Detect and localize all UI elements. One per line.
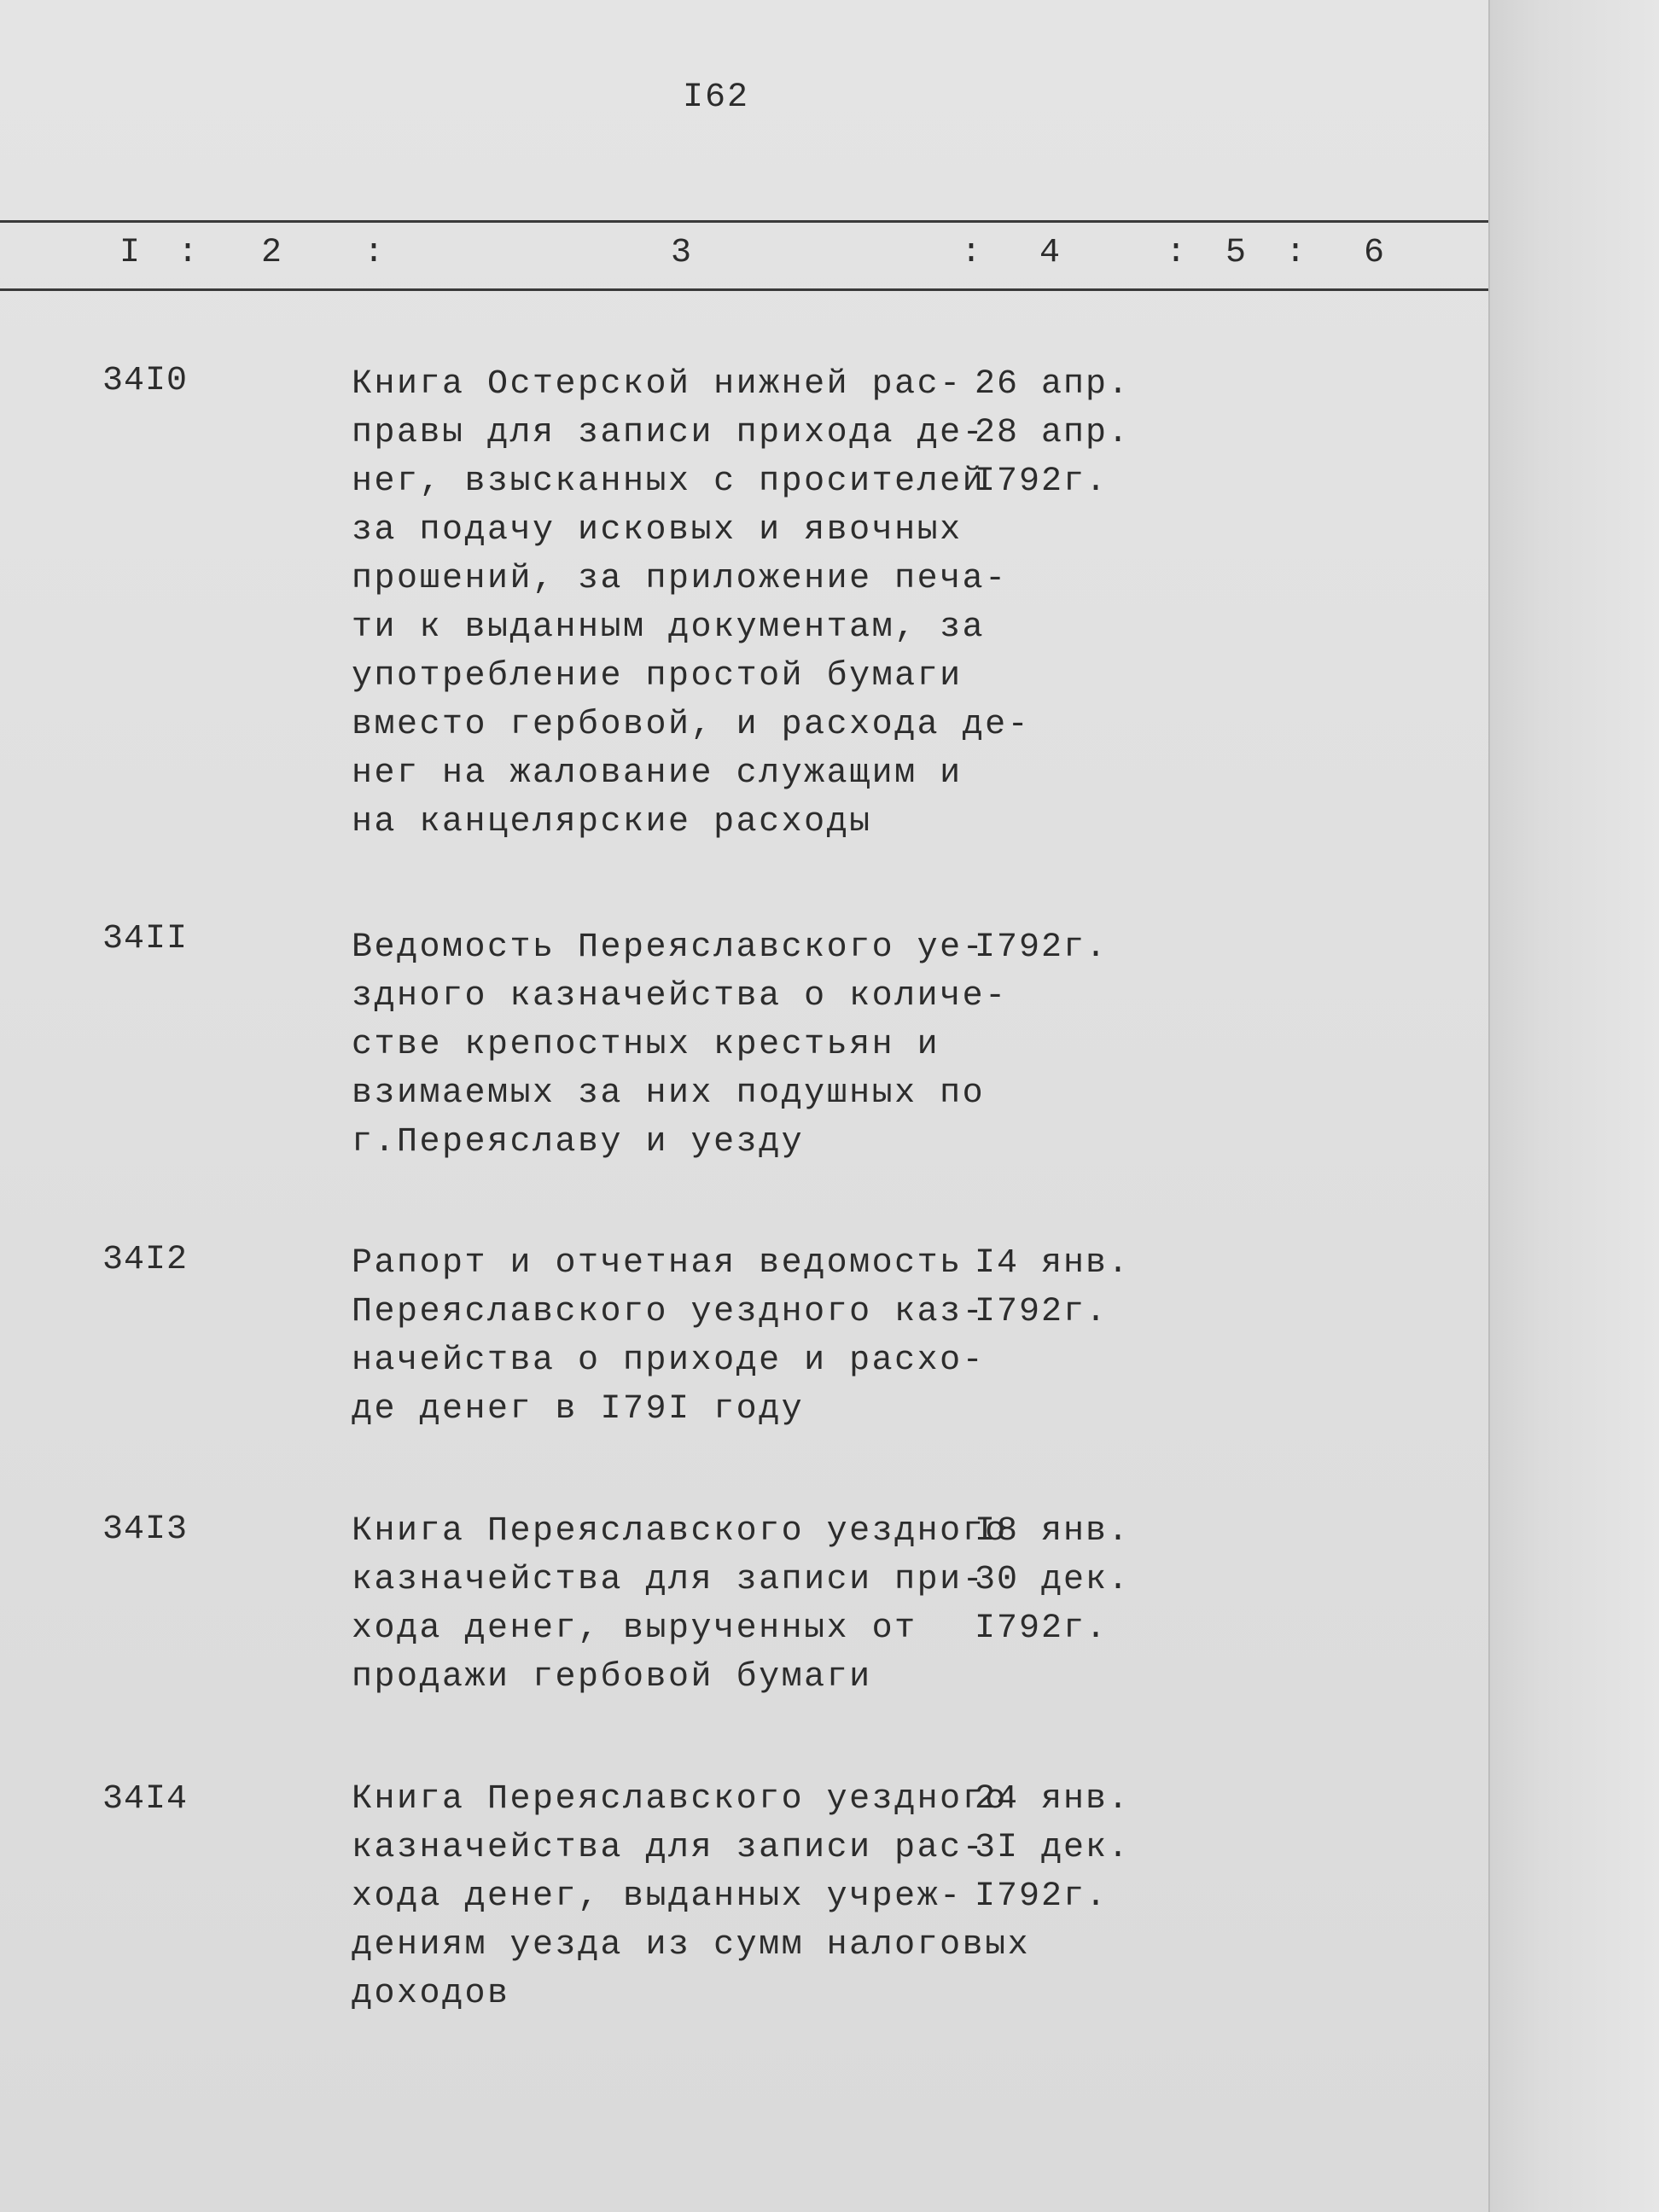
header-rule-top	[0, 220, 1488, 223]
date-line: 30 дек.	[975, 1561, 1131, 1599]
title-line: доходов	[352, 1975, 510, 2013]
date-line: I792г.	[975, 1610, 1109, 1648]
title-line: казначейства для записи рас-	[352, 1829, 986, 1867]
title-line: де денег в I79I году	[352, 1390, 805, 1429]
entry-title	[352, 360, 1031, 847]
column-header-1: I	[119, 234, 141, 272]
title-line: Ведомость Переяславского уе-	[352, 928, 986, 967]
title-line: Книга Переяславского уездного	[352, 1512, 1008, 1551]
title-line: стве крепостных крестьян и	[352, 1026, 940, 1064]
entry-number: 34I2	[102, 1241, 189, 1279]
column-header-2: 2	[261, 234, 282, 272]
title-line: взимаемых за них подушных по	[352, 1074, 986, 1113]
title-line: употребление простой бумаги	[352, 657, 963, 696]
entry-number: 34I3	[102, 1511, 189, 1549]
title-line: хода денег, выданных учреж-	[352, 1877, 963, 1916]
date-line: 3I дек.	[975, 1829, 1131, 1867]
entry-title	[352, 923, 1008, 1167]
title-line: г.Переяславу и уезду	[352, 1123, 805, 1161]
title-line: нег, взысканных с просителей	[352, 463, 986, 501]
entry-dates	[975, 1507, 1179, 1653]
underlying-page-edge	[1488, 0, 1659, 2212]
date-line: I4 янв.	[975, 1244, 1131, 1283]
title-line: здного казначейства о количе-	[352, 977, 1008, 1016]
entry-number: 34II	[102, 920, 189, 958]
entry-number: 34I0	[102, 362, 189, 400]
date-line: I792г.	[975, 928, 1109, 967]
column-header-5: 5	[1225, 234, 1247, 272]
entry-title	[352, 1507, 1008, 1702]
column-separator: :	[1166, 234, 1187, 272]
column-header-4: 4	[1039, 234, 1061, 272]
title-line: хода денег, вырученных от	[352, 1610, 917, 1648]
date-line: 26 апр.	[975, 365, 1131, 404]
column-separator: :	[1285, 234, 1307, 272]
header-rule-bottom	[0, 288, 1488, 291]
entry-dates	[975, 360, 1179, 506]
entry-title	[352, 1239, 992, 1434]
entry-dates	[975, 1775, 1179, 1921]
title-line: прошений, за приложение печа-	[352, 560, 1008, 598]
entry-number: 34I4	[102, 1780, 189, 1819]
date-line: I792г.	[975, 1877, 1109, 1916]
entry-title	[352, 1775, 1031, 2018]
title-line: Рапорт и отчетная ведомость	[352, 1244, 963, 1283]
page-number: I62	[683, 79, 750, 117]
column-separator: :	[178, 234, 199, 272]
title-line: правы для записи прихода де-	[352, 414, 986, 452]
title-line: Книга Переяславского уездного	[352, 1780, 1008, 1819]
title-line: дениям уезда из сумм налоговых	[352, 1926, 1031, 1965]
date-line: I8 янв.	[975, 1512, 1131, 1551]
title-line: Переяславского уездного каз-	[352, 1293, 986, 1331]
entry-dates	[975, 1239, 1179, 1336]
date-line: 28 апр.	[975, 414, 1131, 452]
column-separator: :	[364, 234, 385, 272]
title-line: за подачу исковых и явочных	[352, 511, 963, 550]
column-header-3: 3	[671, 234, 692, 272]
title-line: ти к выданным документам, за	[352, 608, 986, 647]
column-separator: :	[961, 234, 982, 272]
title-line: казначейства для записи при-	[352, 1561, 986, 1599]
column-header-6: 6	[1364, 234, 1385, 272]
title-line: продажи гербовой бумаги	[352, 1658, 872, 1697]
title-line: вместо гербовой, и расхода де-	[352, 706, 1031, 744]
date-line: I792г.	[975, 463, 1109, 501]
date-line: 24 янв.	[975, 1780, 1131, 1819]
title-line: начейства о приходе и расхо-	[352, 1342, 986, 1380]
entry-dates	[975, 923, 1179, 972]
title-line: Книга Остерской нижней рас-	[352, 365, 963, 404]
date-line: I792г.	[975, 1293, 1109, 1331]
title-line: нег на жалование служащим и	[352, 754, 963, 793]
title-line: на канцелярские расходы	[352, 803, 872, 841]
